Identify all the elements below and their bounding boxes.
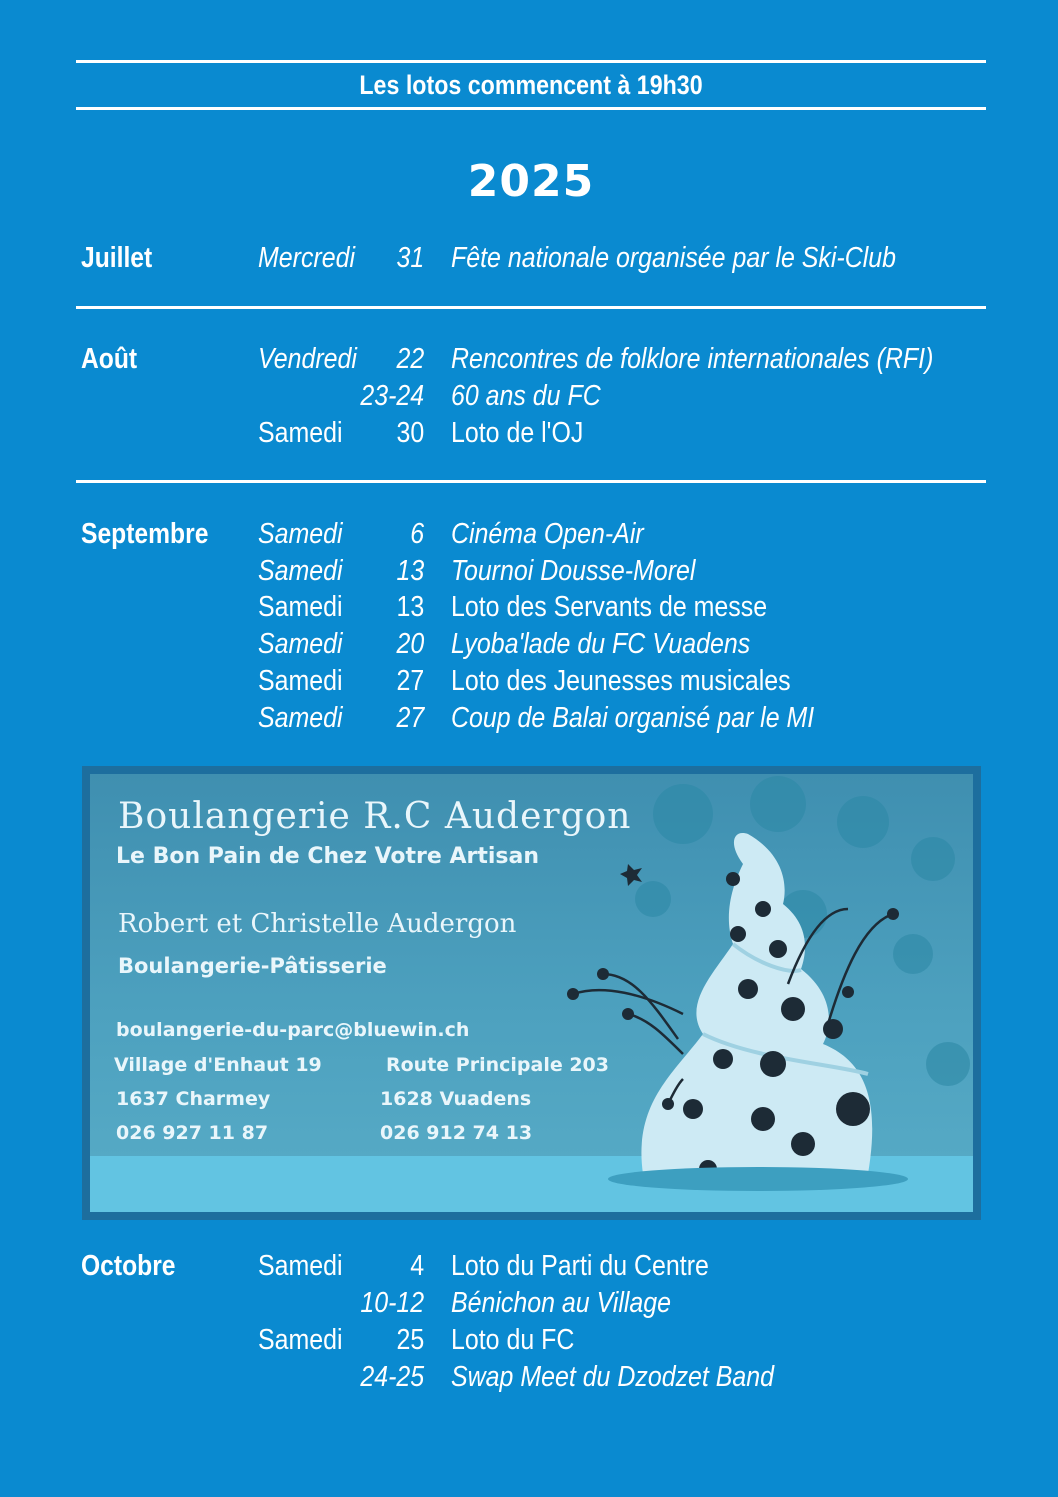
event-date: 10-12 <box>360 1287 424 1319</box>
event-title: Loto de l'OJ <box>451 417 584 449</box>
ad-owners: Robert et Christelle Audergon <box>118 909 517 939</box>
month-octobre: Octobre <box>81 1250 176 1282</box>
event-date: 22 <box>396 343 424 375</box>
event-row <box>0 1324 1058 1361</box>
event-row <box>0 665 1058 702</box>
event-row <box>0 1250 1058 1287</box>
event-date: 30 <box>396 417 424 449</box>
year-heading: 2025 <box>467 156 595 207</box>
event-date: 31 <box>396 242 424 274</box>
event-row <box>0 628 1058 665</box>
ad-panel <box>90 774 973 1212</box>
section-divider <box>76 480 986 483</box>
event-date: 13 <box>396 591 424 623</box>
event-row <box>0 555 1058 592</box>
bakery-advertisement <box>82 766 981 1220</box>
cake-illustration-icon <box>533 774 973 1212</box>
event-date: 25 <box>396 1324 424 1356</box>
event-title: Bénichon au Village <box>451 1287 672 1319</box>
event-row <box>0 702 1058 739</box>
ad-shop1-phone: 026 927 11 87 <box>116 1122 269 1144</box>
event-title: Swap Meet du Dzodzet Band <box>451 1361 775 1393</box>
event-day: Vendredi <box>258 343 357 375</box>
ad-title: Boulangerie R.C Audergon <box>118 796 632 837</box>
event-date: 13 <box>396 555 424 587</box>
event-row <box>0 518 1058 555</box>
event-title: Loto du FC <box>451 1324 575 1356</box>
ad-subtitle: Le Bon Pain de Chez Votre Artisan <box>116 844 539 869</box>
ad-shop2-phone: 026 912 74 13 <box>380 1122 533 1144</box>
month-aout: Août <box>81 343 138 375</box>
event-title: Loto du Parti du Centre <box>451 1250 709 1282</box>
ad-shop1-city: 1637 Charmey <box>116 1088 271 1110</box>
ad-trade: Boulangerie-Pâtisserie <box>118 954 387 978</box>
event-day: Samedi <box>258 1324 343 1356</box>
ad-shop2-street: Route Principale 203 <box>386 1054 609 1076</box>
event-row <box>0 343 1058 380</box>
event-date: 4 <box>410 1250 424 1282</box>
event-title: Loto des Jeunesses musicales <box>451 665 791 697</box>
event-title: Coup de Balai organisé par le MI <box>451 702 815 734</box>
event-day: Samedi <box>258 665 343 697</box>
event-date: 6 <box>410 518 424 550</box>
event-title: 60 ans du FC <box>451 380 601 412</box>
event-title: Tournoi Dousse-Morel <box>451 555 696 587</box>
event-row <box>0 380 1058 417</box>
event-date: 27 <box>396 702 424 734</box>
ad-email: boulangerie-du-parc@bluewin.ch <box>116 1019 470 1041</box>
event-day: Samedi <box>258 628 343 660</box>
month-septembre: Septembre <box>81 518 209 550</box>
event-day: Samedi <box>258 417 343 449</box>
event-date: 20 <box>396 628 424 660</box>
event-row <box>0 1361 1058 1398</box>
event-title: Loto des Servants de messe <box>451 591 768 623</box>
event-title: Fête nationale organisée par le Ski-Club <box>451 242 897 274</box>
event-date: 23-24 <box>360 380 424 412</box>
event-date: 24-25 <box>360 1361 424 1393</box>
event-day: Samedi <box>258 702 343 734</box>
header-rule-top <box>76 60 986 63</box>
event-day: Samedi <box>258 1250 343 1282</box>
ad-shop2-city: 1628 Vuadens <box>380 1088 532 1110</box>
event-date: 27 <box>396 665 424 697</box>
event-row <box>0 242 1058 279</box>
month-juillet: Juillet <box>81 242 153 274</box>
event-title: Cinéma Open-Air <box>451 518 644 550</box>
header-rule-bottom <box>76 107 986 110</box>
event-day: Samedi <box>258 518 343 550</box>
event-title: Lyoba'lade du FC Vuadens <box>451 628 751 660</box>
header-title: Les lotos commencent à 19h30 <box>359 70 703 100</box>
ad-shop1-street: Village d'Enhaut 19 <box>114 1054 322 1076</box>
event-day: Samedi <box>258 555 343 587</box>
event-title: Rencontres de folklore internationales (RFI) <box>451 343 934 375</box>
event-row <box>0 1287 1058 1324</box>
event-day: Mercredi <box>258 242 356 274</box>
event-row <box>0 417 1058 454</box>
section-divider <box>76 306 986 309</box>
event-day: Samedi <box>258 591 343 623</box>
event-row <box>0 591 1058 628</box>
